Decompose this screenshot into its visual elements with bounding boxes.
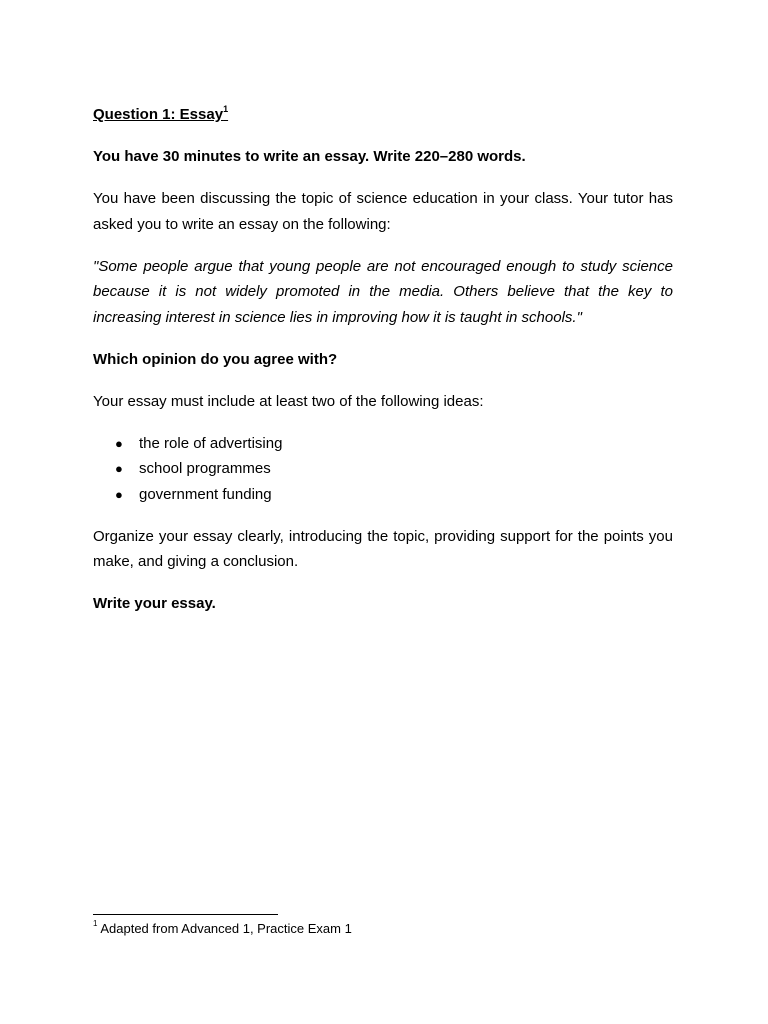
essay-quote: "Some people argue that young people are not encouraged enough to study science because it is not widely promoted in the media. Others believe that the key to increasing interest in science lies in improving how it is taught in schools." bbox=[93, 257, 673, 326]
footnote-marker: 1 bbox=[93, 918, 98, 928]
footnote-reference: 1 bbox=[223, 104, 229, 114]
opinion-question: Which opinion do you agree with? bbox=[93, 350, 338, 368]
idea-text: school programmes bbox=[139, 460, 271, 477]
question-title-text: Question 1: Essay bbox=[93, 106, 224, 123]
organize-paragraph: Organize your essay clearly, introducing the topic, providing support for the points you make, and giving a conclusion. bbox=[93, 527, 673, 570]
idea-text: the role of advertising bbox=[139, 434, 283, 452]
write-essay-instruction: Write your essay. bbox=[93, 595, 216, 612]
bullet-icon: ● bbox=[115, 486, 123, 502]
list-item bbox=[93, 456, 673, 482]
ideas-intro: Your essay must include at least two of the following ideas: bbox=[93, 392, 484, 410]
question-title bbox=[93, 102, 673, 128]
idea-text: government funding bbox=[139, 485, 272, 503]
time-word-instruction: You have 30 minutes to write an essay. Write 220–280 words. bbox=[93, 148, 526, 165]
ideas-list bbox=[93, 431, 673, 508]
list-item bbox=[93, 431, 673, 457]
list-item bbox=[93, 482, 673, 508]
context-paragraph: You have been discussing the topic of science education in your class. Your tutor has asked you to write an essay on the following: bbox=[93, 190, 673, 233]
footnote bbox=[93, 920, 352, 937]
essay-question-page bbox=[93, 102, 673, 633]
bullet-icon: ● bbox=[115, 435, 123, 451]
footnote-divider bbox=[93, 914, 278, 915]
bullet-icon: ● bbox=[115, 461, 123, 476]
footnote-text: Adapted from Advanced 1, Practice Exam 1 bbox=[100, 921, 352, 936]
